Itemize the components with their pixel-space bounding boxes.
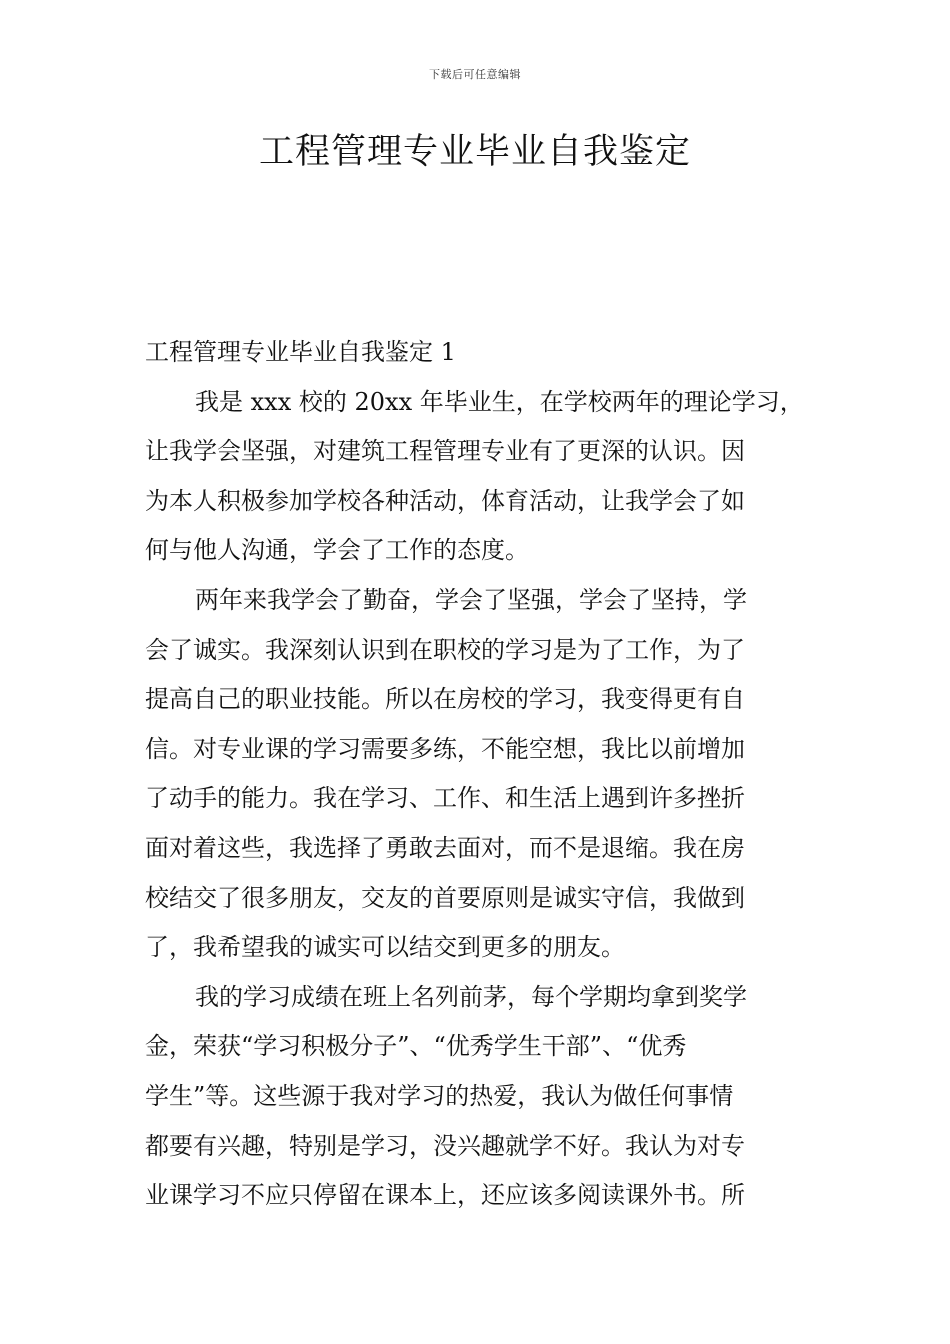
paragraph-line: 校结交了很多朋友，交友的首要原则是诚实守信，我做到: [145, 883, 745, 912]
section-heading: 工程管理专业毕业自我鉴定 1: [145, 338, 456, 366]
paragraph-line: 信。对专业课的学习需要多练，不能空想，我比以前增加: [145, 734, 745, 763]
paragraph-line: 何与他人沟通，学会了工作的态度。: [145, 536, 529, 565]
document-title: 工程管理专业毕业自我鉴定: [258, 132, 691, 172]
paragraph-line: 业课学习不应只停留在课本上，还应该多阅读课外书。所: [145, 1181, 745, 1210]
paragraph-line: 我的学习成绩在班上名列前茅，每个学期均拿到奖学: [195, 982, 747, 1011]
paragraph-line: 提高自己的职业技能。所以在房校的学习，我变得更有自: [145, 685, 745, 714]
header-note: 下载后可任意编辑: [429, 68, 521, 81]
paragraph-line: 面对着这些，我选择了勇敢去面对，而不是退缩。我在房: [145, 833, 745, 862]
paragraph-line: 我是 xxx 校的 20xx 年毕业生，在学校两年的理论学习，: [195, 387, 804, 416]
paragraph-line: 学生”等。这些源于我对学习的热爱，我认为做任何事情: [145, 1081, 734, 1110]
paragraph-line: 金，荣获“学习积极分子”、“优秀学生干部”、“优秀: [145, 1032, 687, 1061]
paragraph-3: [145, 973, 810, 1221]
paragraph-line: 为本人积极参加学校各种活动，体育活动，让我学会了如: [145, 486, 745, 515]
paragraph-line: 会了诚实。我深刻认识到在职校的学习是为了工作，为了: [145, 635, 745, 664]
paragraph-line: 了动手的能力。我在学习、工作、和生活上遇到许多挫折: [145, 784, 745, 813]
paragraph-2: [145, 576, 810, 973]
paragraph-line: 了，我希望我的诚实可以结交到更多的朋友。: [145, 933, 625, 962]
paragraph-1: [145, 378, 810, 576]
document-body: [145, 328, 810, 1221]
paragraph-line: 让我学会坚强，对建筑工程管理专业有了更深的认识。因: [145, 437, 745, 466]
paragraph-line: 两年来我学会了勤奋，学会了坚强，学会了坚持，学: [195, 585, 747, 614]
paragraph-line: 都要有兴趣，特别是学习，没兴趣就学不好。我认为对专: [145, 1131, 745, 1160]
